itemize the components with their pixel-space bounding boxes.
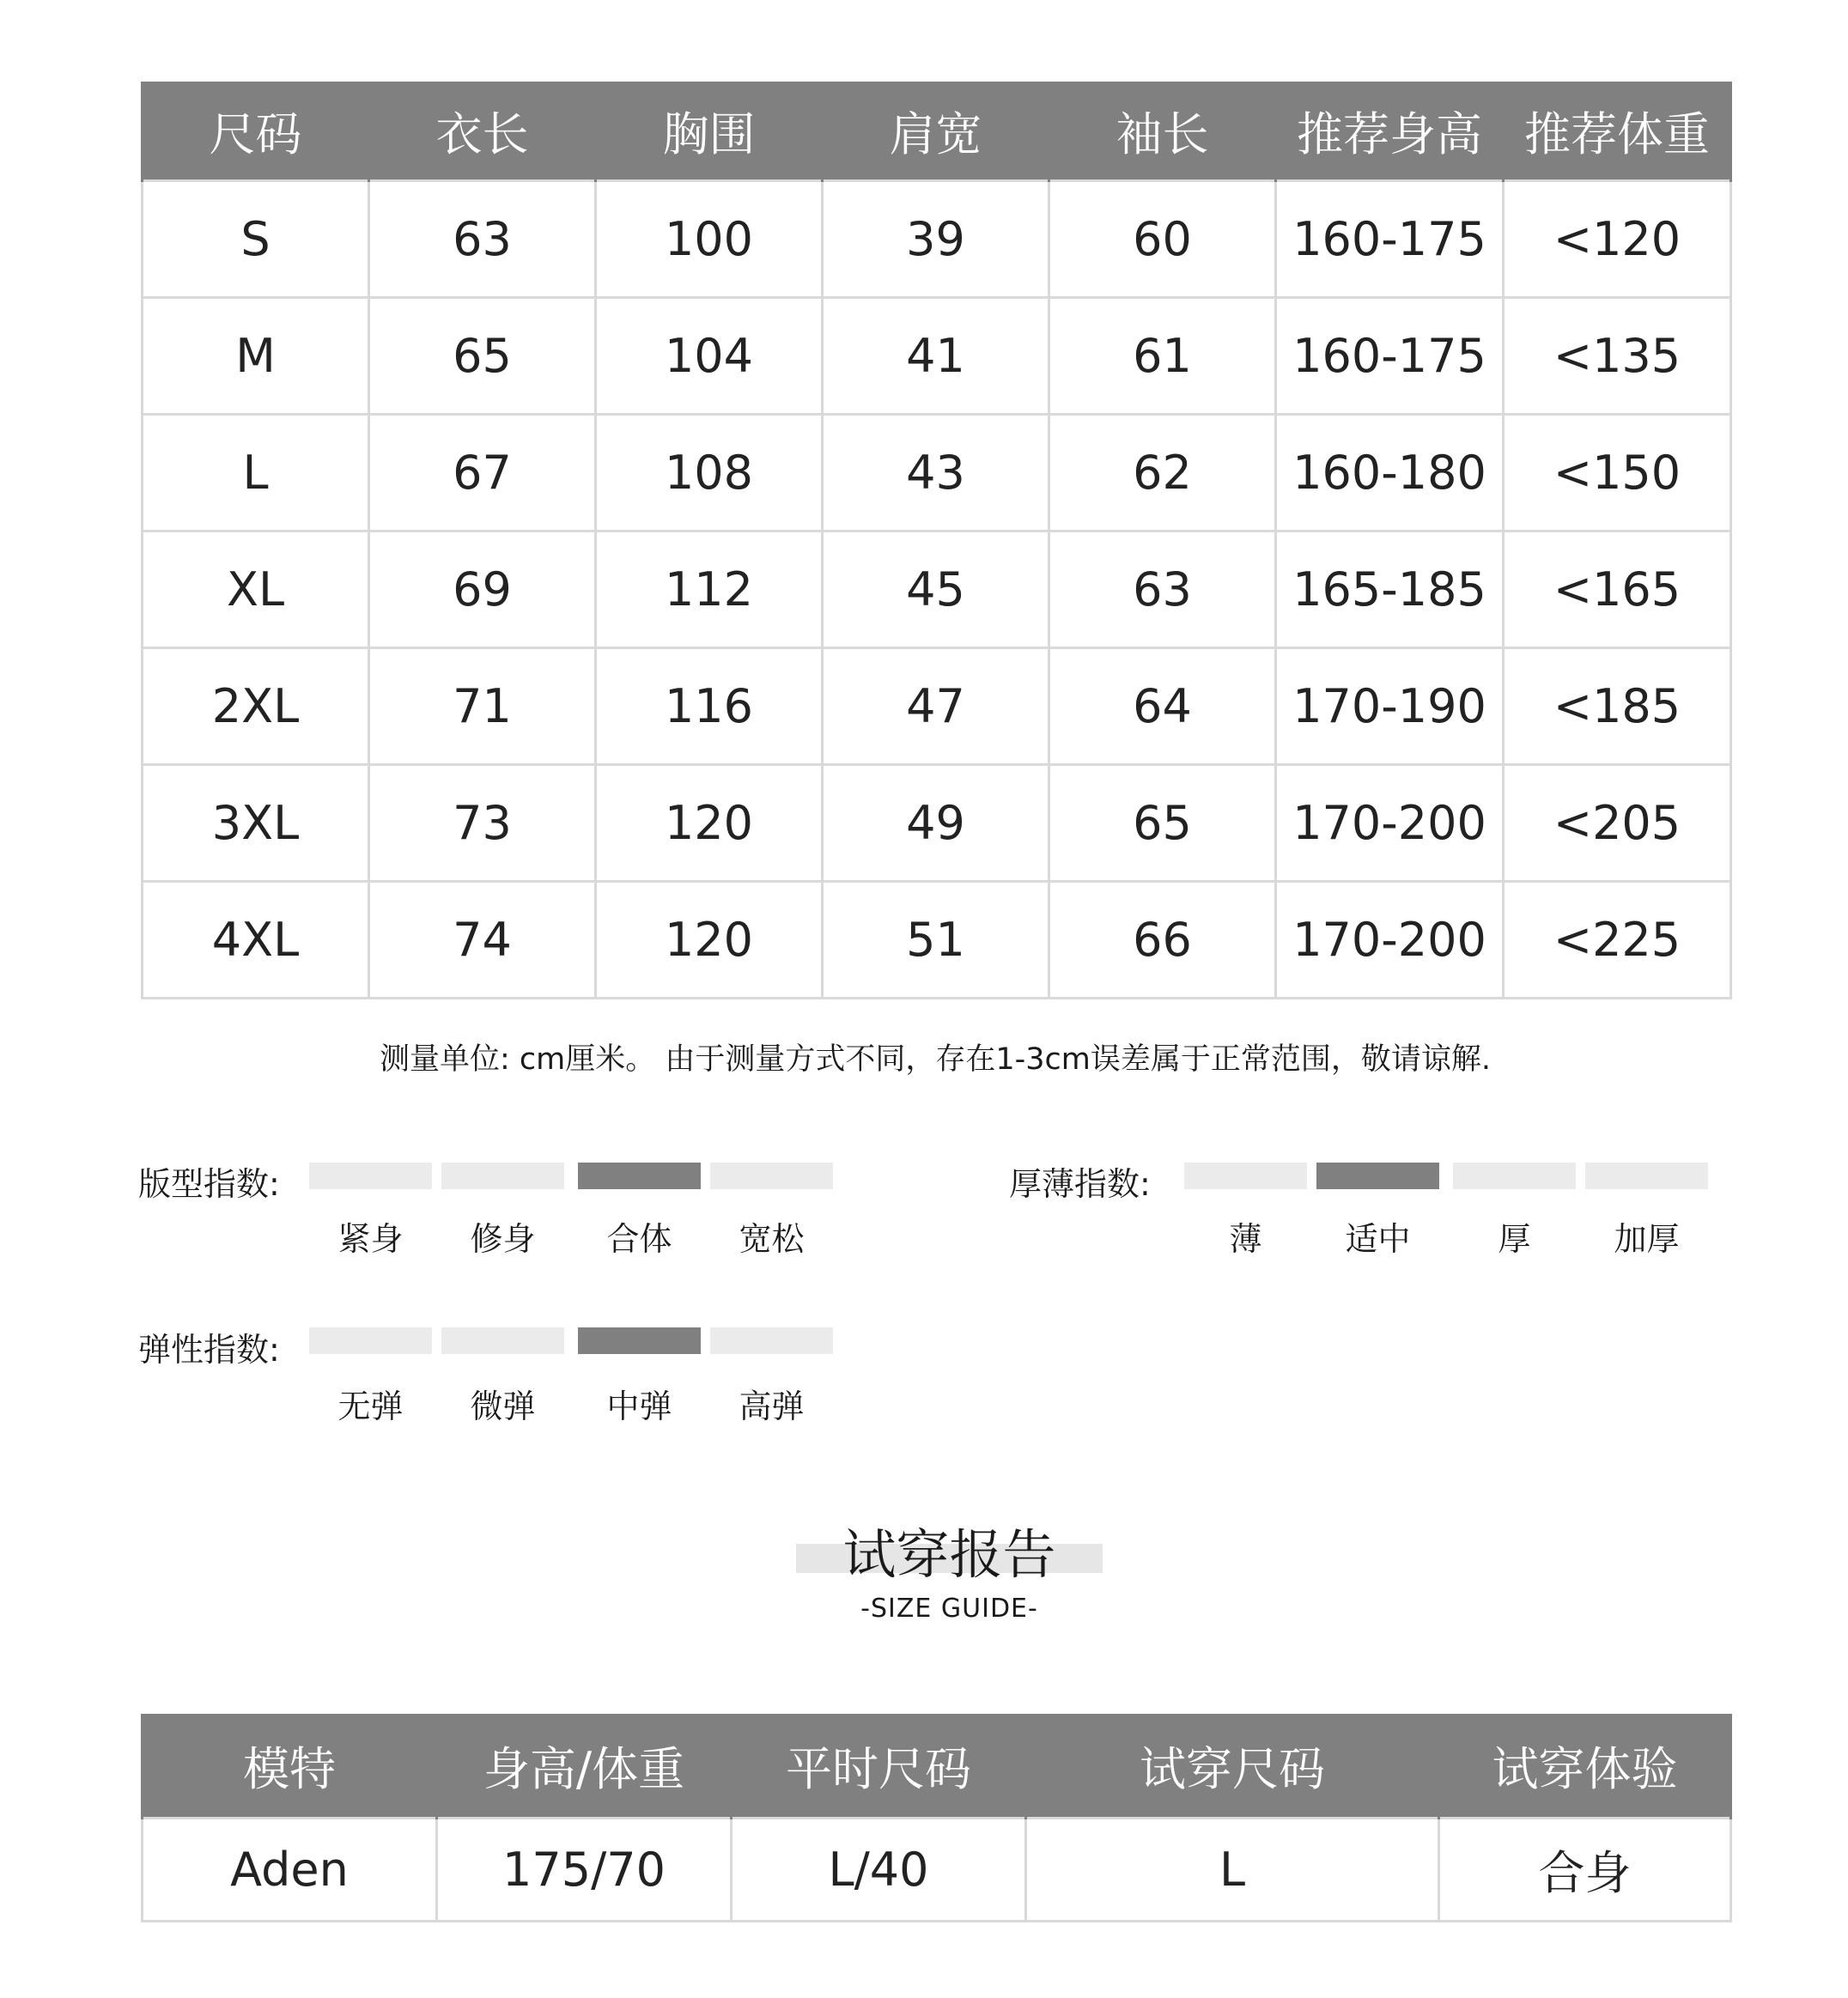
table-cell: 51 — [823, 882, 1049, 999]
table-cell: S — [143, 181, 369, 298]
table-row — [143, 415, 1731, 531]
table-cell: 4XL — [143, 882, 369, 999]
table-cell: 120 — [596, 882, 823, 999]
table-cell: L — [143, 415, 369, 531]
measurement-note: 测量单位: cm厘米。 由于测量方式不同，存在1-3cm误差属于正常范围，敬请谅解. — [379, 1042, 1491, 1077]
table-cell: 170-200 — [1276, 765, 1504, 882]
table-cell: 61 — [1049, 298, 1276, 415]
fit-option-label: 宽松 — [739, 1220, 805, 1258]
table-cell: 49 — [823, 765, 1049, 882]
elasticity-index-label: 弹性指数: — [138, 1331, 280, 1369]
table-cell: <120 — [1504, 181, 1731, 298]
table-cell: 45 — [823, 531, 1049, 648]
table-cell: 60 — [1049, 181, 1276, 298]
table-cell: 43 — [823, 415, 1049, 531]
table-cell: Aden — [143, 1819, 437, 1922]
table-cell: 63 — [1049, 531, 1276, 648]
elasticity-index-segment — [710, 1327, 833, 1354]
header-height: 推荐身高 — [1276, 82, 1504, 181]
header-fit-experience: 试穿体验 — [1439, 1714, 1731, 1819]
table-cell: 112 — [596, 531, 823, 648]
header-shoulder: 肩宽 — [823, 82, 1049, 181]
table-cell: 160-180 — [1276, 415, 1504, 531]
table-row — [143, 648, 1731, 765]
table-cell: 74 — [369, 882, 596, 999]
table-cell: <150 — [1504, 415, 1731, 531]
table-cell: 73 — [369, 765, 596, 882]
fit-index-label: 版型指数: — [138, 1165, 280, 1203]
thickness-option-label: 厚 — [1498, 1220, 1531, 1258]
table-cell: 64 — [1049, 648, 1276, 765]
table-row — [143, 531, 1731, 648]
thickness-option-label: 加厚 — [1614, 1220, 1680, 1258]
fit-index-segment — [710, 1163, 833, 1189]
table-cell: 104 — [596, 298, 823, 415]
table-cell: XL — [143, 531, 369, 648]
fit-option-label: 修身 — [470, 1220, 536, 1258]
table-cell: 41 — [823, 298, 1049, 415]
fit-index-segment — [578, 1163, 701, 1189]
table-cell: <165 — [1504, 531, 1731, 648]
table-cell: 71 — [369, 648, 596, 765]
table-cell: 170-190 — [1276, 648, 1504, 765]
header-chest: 胸围 — [596, 82, 823, 181]
table-cell: 165-185 — [1276, 531, 1504, 648]
fit-option-label: 合体 — [606, 1220, 672, 1258]
table-row — [143, 765, 1731, 882]
table-cell: 62 — [1049, 415, 1276, 531]
table-cell: <225 — [1504, 882, 1731, 999]
table-row — [143, 298, 1731, 415]
elasticity-index-segment — [441, 1327, 564, 1354]
thickness-index-segment — [1585, 1163, 1708, 1189]
elasticity-option-label: 微弹 — [470, 1388, 536, 1425]
thickness-option-label: 适中 — [1345, 1220, 1411, 1258]
elasticity-option-label: 高弹 — [739, 1388, 805, 1425]
header-length: 衣长 — [369, 82, 596, 181]
table-cell: 3XL — [143, 765, 369, 882]
table-cell: 108 — [596, 415, 823, 531]
header-height-weight: 身高/体重 — [437, 1714, 732, 1819]
header-model: 模特 — [143, 1714, 437, 1819]
table-cell: <185 — [1504, 648, 1731, 765]
table-cell: 65 — [1049, 765, 1276, 882]
thickness-index-segment — [1184, 1163, 1307, 1189]
section-title: 试穿报告 — [842, 1523, 1056, 1586]
table-cell: 116 — [596, 648, 823, 765]
header-size: 尺码 — [143, 82, 369, 181]
elasticity-index-segment — [309, 1327, 432, 1354]
table-row — [143, 1819, 1731, 1922]
elasticity-option-label: 无弹 — [337, 1388, 404, 1425]
table-cell: 67 — [369, 415, 596, 531]
report-header-row — [143, 1714, 1731, 1819]
fit-option-label: 紧身 — [337, 1220, 404, 1258]
table-cell: 69 — [369, 531, 596, 648]
header-sleeve: 袖长 — [1049, 82, 1276, 181]
table-cell: L/40 — [732, 1819, 1026, 1922]
header-usual-size: 平时尺码 — [732, 1714, 1026, 1819]
table-row — [143, 181, 1731, 298]
section-subtitle: -SIZE GUIDE- — [860, 1594, 1038, 1624]
table-cell: 63 — [369, 181, 596, 298]
thickness-index-segment — [1316, 1163, 1439, 1189]
table-cell: 160-175 — [1276, 298, 1504, 415]
fit-index-segment — [309, 1163, 432, 1189]
table-cell: 47 — [823, 648, 1049, 765]
table-cell: 170-200 — [1276, 882, 1504, 999]
size-table-header-row — [143, 82, 1731, 181]
thickness-index-segment — [1453, 1163, 1576, 1189]
table-cell: L — [1026, 1819, 1439, 1922]
elasticity-index-segment — [578, 1327, 701, 1354]
header-tried-size: 试穿尺码 — [1026, 1714, 1439, 1819]
header-weight: 推荐体重 — [1504, 82, 1731, 181]
table-cell: 160-175 — [1276, 181, 1504, 298]
thickness-option-label: 薄 — [1229, 1220, 1262, 1258]
table-cell: 175/70 — [437, 1819, 732, 1922]
elasticity-option-label: 中弹 — [606, 1388, 672, 1425]
fit-report-table — [141, 1714, 1732, 1922]
fit-index-segment — [441, 1163, 564, 1189]
table-cell: 合身 — [1439, 1819, 1731, 1922]
table-cell: M — [143, 298, 369, 415]
table-cell: 120 — [596, 765, 823, 882]
table-cell: 100 — [596, 181, 823, 298]
table-cell: 39 — [823, 181, 1049, 298]
table-row — [143, 882, 1731, 999]
table-cell: 2XL — [143, 648, 369, 765]
table-cell: 66 — [1049, 882, 1276, 999]
table-cell: <135 — [1504, 298, 1731, 415]
table-cell: 65 — [369, 298, 596, 415]
thickness-index-label: 厚薄指数: — [1009, 1165, 1151, 1203]
table-cell: <205 — [1504, 765, 1731, 882]
size-table — [141, 82, 1732, 999]
